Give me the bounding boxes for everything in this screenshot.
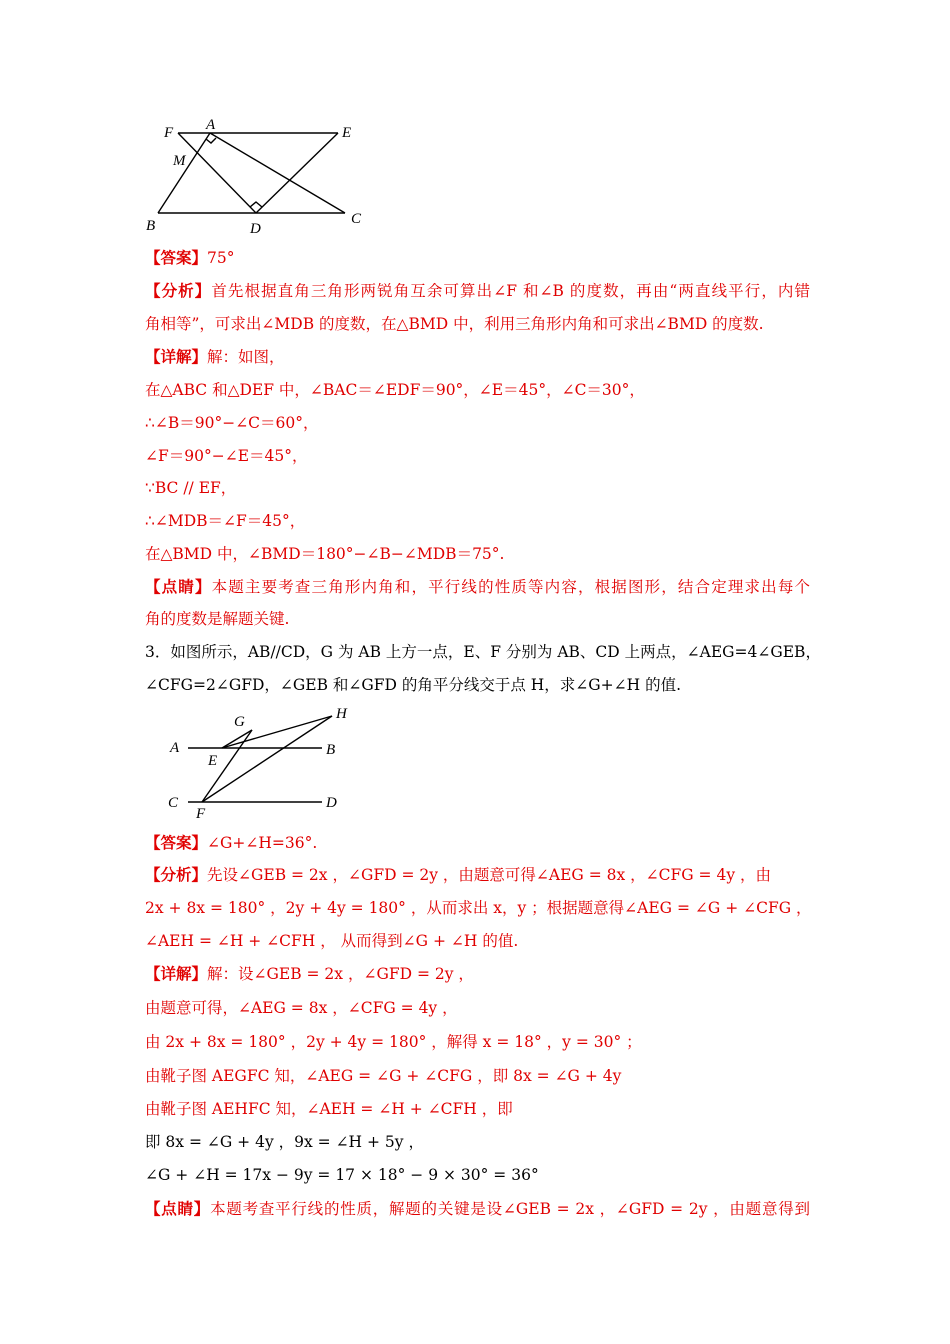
line-FD — [178, 133, 256, 213]
label-C: C — [351, 211, 362, 227]
detail-line-5: ∵BC // EF， — [145, 479, 237, 497]
label-D: D — [326, 795, 337, 811]
detail-line-7: 在△BMD 中，∠BMD＝180°−∠B−∠MDB＝75°. — [145, 545, 505, 563]
label-M: M — [173, 153, 186, 169]
comment3-line-1: 【点睛】本题考查平行线的性质，解题的关键是设∠GEB = 2x ，∠GFD = 2y ，由题意得到 — [145, 1199, 810, 1218]
label-E: E — [342, 125, 352, 141]
analysis3-line-3: ∠AEH = ∠H + ∠CFH ， 从而得到∠G + ∠H 的值. — [145, 932, 519, 950]
answer3-line: 【答案】∠G+∠H=36°. — [145, 833, 318, 852]
label-F: F — [164, 125, 174, 141]
detail3-line-5: 由靴子图 AEHFC 知，∠AEH = ∠H + ∠CFH ，即 — [145, 1100, 513, 1118]
label-G: G — [234, 714, 245, 730]
detail3-line-3: 由 2x + 8x = 180° ，2y + 4y = 180° ，解得 x = 18° ，y = 30° ； — [145, 1033, 642, 1051]
analysis3-line-1: 【分析】先设∠GEB = 2x ，∠GFD = 2y ，由题意可得∠AEG = 8x ，∠CFG = 4y ，由 — [145, 865, 772, 884]
label-A: A — [170, 740, 180, 756]
analysis-line-2: 角相等”，可求出∠MDB 的度数，在△BMD 中，利用三角形内角和可求出∠BMD 的度数. — [145, 315, 764, 333]
line-AB — [158, 133, 210, 213]
detail3-line-7: ∠G + ∠H = 17x − 9y = 17 × 18° − 9 × 30° = 36° — [145, 1166, 539, 1184]
detail-line-6: ∴∠MDB＝∠F＝45°， — [145, 512, 306, 530]
detail3-line-1: 【详解】解：设∠GEB = 2x ，∠GFD = 2y ， — [145, 964, 474, 983]
detail-line-2: 在△ABC 和△DEF 中，∠BAC＝∠EDF＝90°，∠E＝45°，∠C＝30°， — [145, 381, 645, 399]
line-EG — [222, 730, 252, 748]
label-B: B — [326, 742, 336, 758]
analysis-line-1: 【分析】首先根据直角三角形两锐角互余可算出∠F 和∠B 的度数，再由“两直线平行，内错 — [145, 281, 810, 300]
problem3-line-1: 3．如图所示，AB//CD，G 为 AB 上方一点，E、F 分别为 AB、CD 上两点，∠AEG=4∠GEB， — [145, 643, 821, 661]
detail-line-1: 【详解】解：如图， — [145, 347, 285, 366]
detail-line-3: ∴∠B＝90°−∠C＝60°， — [145, 414, 319, 432]
problem3-line-2: ∠CFG=2∠GFD，∠GEB 和∠GFD 的角平分线交于点 H，求∠G+∠H 的值. — [145, 676, 682, 694]
label-A: A — [206, 117, 216, 133]
detail3-line-6: 即 8x = ∠G + 4y ，9x = ∠H + 5y ， — [145, 1133, 424, 1151]
analysis3-line-2: 2x + 8x = 180° ，2y + 4y = 180° ，从而求出 x，y ；根据题意得∠AEG = ∠G + ∠CFG ， — [145, 899, 812, 917]
right-angle-D — [250, 202, 262, 207]
label-E: E — [208, 753, 218, 769]
detail3-line-4: 由靴子图 AEGFC 知，∠AEG = ∠G + ∠CFG ，即 8x = ∠G + 4y — [145, 1067, 622, 1085]
detail3-line-2: 由题意可得，∠AEG = 8x ，∠CFG = 4y ， — [145, 999, 458, 1017]
right-angle-A — [206, 138, 216, 143]
label-H: H — [336, 706, 347, 722]
comment-line-2: 角的度数是解题关键. — [145, 610, 290, 628]
figure-triangles-svg — [140, 115, 380, 240]
figure-parallel-lines — [160, 702, 360, 822]
answer-line-1: 【答案】75° — [145, 248, 235, 267]
figure-parallel-lines-svg — [160, 702, 360, 822]
line-HF — [202, 716, 332, 802]
label-F: F — [196, 806, 206, 822]
detail-line-4: ∠F＝90°−∠E＝45°， — [145, 447, 308, 465]
label-B: B — [146, 218, 156, 234]
label-D: D — [250, 221, 261, 237]
comment-line-1: 【点睛】本题主要考查三角形内角和，平行线的性质等内容，根据图形，结合定理求出每个 — [145, 577, 810, 596]
figure-triangles — [140, 115, 380, 240]
label-C: C — [168, 795, 179, 811]
